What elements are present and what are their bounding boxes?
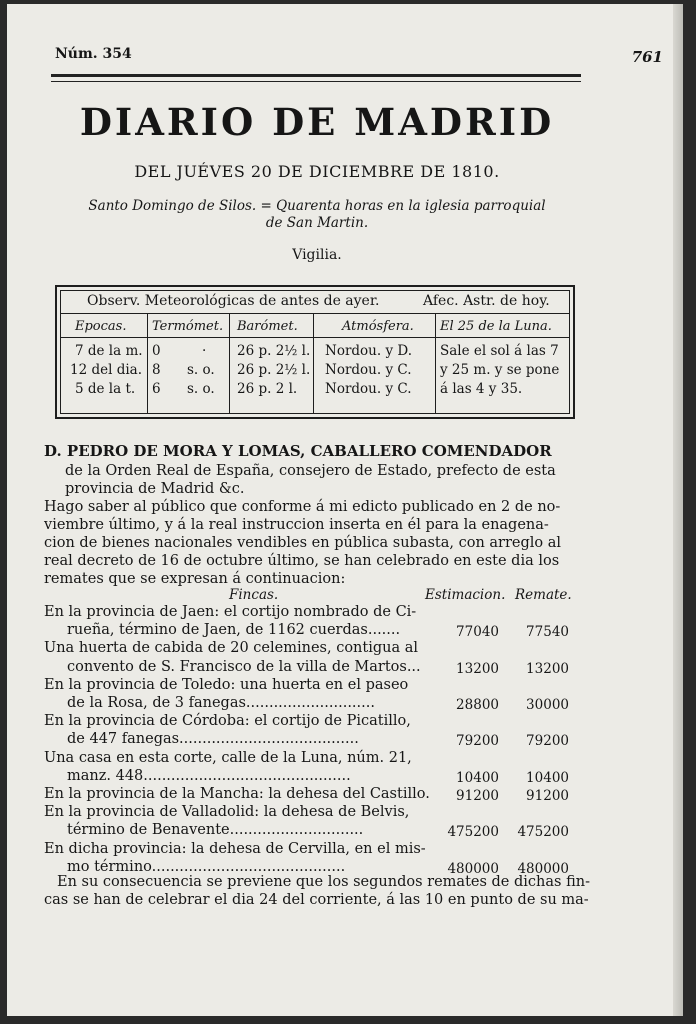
sale-line: término de Benavente............................. (67, 822, 364, 839)
remate-value: 79200 (526, 733, 569, 750)
notice-heading-cont-1: de la Orden Real de España, consejero de Estado, prefecto de esta (65, 463, 556, 479)
term-1: 0 (152, 343, 161, 359)
masthead-title: DIARIO DE MADRID (79, 100, 555, 144)
sale-line: mo término.......................................... (67, 858, 346, 875)
sale-line: Una huerta de cabida de 20 celemines, contigua al (44, 640, 419, 657)
issue-number: Núm. 354 (55, 46, 132, 62)
header-fincas: Fincas. (229, 587, 279, 603)
atm-2: Nordou. y C. (325, 362, 412, 378)
meteo-title-right: Afec. Astr. de hoy. (423, 293, 550, 309)
remate-value: 30000 (526, 697, 569, 713)
para-line-4: real decreto de 16 de octubre último, se han celebrado en este dia los (44, 553, 560, 569)
closing-line-1: En su consecuencia se previene que los segundos remates de dichas fin- (57, 874, 590, 890)
meteorological-table (55, 285, 575, 419)
top-rule-thick (51, 74, 581, 77)
atm-3: Nordou. y C. (325, 381, 412, 397)
page-number: 761 (631, 48, 663, 66)
remate-value: 480000 (517, 860, 569, 877)
col-epocas: Epocas. (75, 319, 127, 334)
sale-line: En la provincia de la Mancha: la dehesa del Castillo. (44, 786, 430, 802)
sale-line: En la provincia de Jaen: el cortijo nombrado de Ci- (44, 604, 417, 620)
saint-line-1: Santo Domingo de Silos. = Quarenta horas en la iglesia parroquial (88, 198, 546, 214)
closing-line-2: cas se han de celebrar el dia 24 del corriente, á las 10 en punto de su ma- (44, 892, 589, 908)
term2-1: · (202, 343, 207, 359)
sale-line: de la Rosa, de 3 fanegas............................ (67, 695, 375, 711)
estimacion-value: 480000 (447, 860, 499, 877)
sale-line: rueña, término de Jaen, de 1162 cuerdas....... (67, 622, 401, 639)
epoca-3: 5 de la t. (75, 381, 136, 397)
term2-2: s. o. (187, 362, 215, 378)
luna-1: Sale el sol á las 7 (440, 343, 559, 359)
para-line-3: cion de bienes nacionales vendibles en pública subasta, con arreglo al (44, 535, 562, 551)
saint-of-day (7, 198, 627, 232)
remate-value: 475200 (517, 824, 569, 841)
saint-line-2: de San Martin. (265, 215, 369, 231)
para-line-2: viembre último, y á la real instruccion inserta en él para la enagena- (44, 517, 549, 533)
remate-value: 91200 (526, 788, 569, 804)
luna-3: á las 4 y 35. (440, 381, 523, 397)
newspaper-page (7, 4, 683, 1016)
sale-line: de 447 fanegas....................................... (67, 731, 359, 748)
vigil-label: Vigilia. (292, 247, 342, 263)
term-2: 8 (152, 362, 161, 378)
sale-line: En la provincia de Valladolid: la dehesa de Belvis, (44, 804, 410, 821)
sale-line: En dicha provincia: la dehesa de Cervilla, en el mis- (44, 840, 426, 857)
col-atmosfera: Atmósfera. (342, 319, 414, 334)
estimacion-value: 10400 (456, 769, 499, 786)
luna-2: y 25 m. y se pone (440, 362, 560, 378)
barom-3: 26 p. 2 l. (237, 381, 298, 397)
sale-line: Una casa en esta corte, calle de la Luna, núm. 21, (44, 749, 412, 766)
notice-heading-cont-2: provincia de Madrid &c. (65, 481, 245, 497)
estimacion-value: 91200 (456, 788, 499, 804)
header-estimacion: Estimacion. (425, 587, 506, 603)
epoca-1: 7 de la m. (75, 343, 143, 359)
remate-value: 77540 (526, 624, 569, 641)
header-remate: Remate. (515, 587, 572, 603)
atm-1: Nordou. y D. (325, 343, 412, 359)
estimacion-value: 77040 (456, 624, 499, 641)
top-rule-thin (51, 81, 581, 82)
estimacion-value: 79200 (456, 733, 499, 750)
estimacion-value: 13200 (456, 660, 499, 677)
estimacion-value: 475200 (447, 824, 499, 841)
remate-value: 13200 (526, 660, 569, 677)
sale-line: En la provincia de Toledo: una huerta en el paseo (44, 676, 409, 693)
remate-value: 10400 (526, 769, 569, 786)
col-barometro: Barómet. (237, 319, 298, 334)
barom-1: 26 p. 2½ l. (237, 343, 311, 359)
meteo-title-left: Observ. Meteorológicas de antes de ayer. (87, 293, 380, 309)
issue-date: DEL JUÉVES 20 DE DICIEMBRE DE 1810. (134, 162, 500, 181)
sale-line: En la provincia de Córdoba: el cortijo de Picatillo, (44, 713, 411, 730)
estimacion-value: 28800 (456, 697, 499, 713)
term2-3: s. o. (187, 381, 215, 397)
barom-2: 26 p. 2½ l. (237, 362, 311, 378)
sale-line: manz. 448............................................. (67, 767, 351, 784)
col-luna: El 25 de la Luna. (440, 319, 552, 334)
sale-line: convento de S. Francisco de la villa de Martos... (67, 658, 421, 675)
notice-heading: D. PEDRO DE MORA Y LOMAS, CABALLERO COMENDADOR (44, 442, 552, 460)
term-3: 6 (152, 381, 161, 397)
col-termometro: Termómet. (152, 319, 224, 334)
para-line-1: Hago saber al público que conforme á mi edicto publicado en 2 de no- (44, 499, 561, 515)
epoca-2: 12 del dia. (70, 362, 143, 378)
para-line-5: remates que se expresan á continuacion: (44, 571, 346, 587)
page-edge-shadow (673, 4, 683, 1016)
